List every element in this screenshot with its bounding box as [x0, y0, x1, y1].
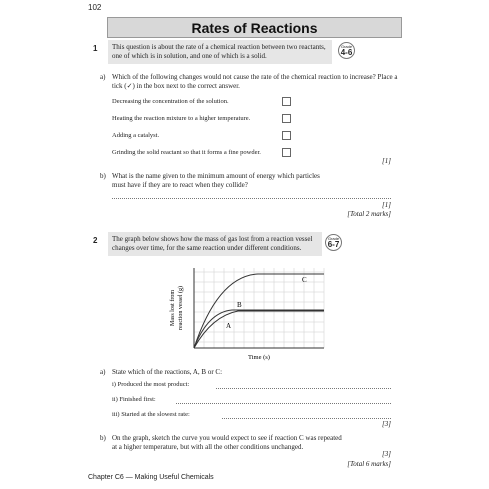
question-2-intro: The graph below shows how the mass of gas lost from a reaction vessel changes over time, for the same reaction under different conditions. — [108, 232, 322, 256]
tick-box-1[interactable] — [282, 97, 291, 106]
q1a-letter: a) — [100, 73, 106, 81]
q2a-marks: [3] — [382, 420, 391, 428]
q2a-item-2: ii) Finished first: — [112, 396, 156, 403]
tick-box-4[interactable] — [282, 148, 291, 157]
page-footer: Chapter C6 — Making Useful Chemicals — [88, 474, 214, 481]
q2-total-marks: [Total 6 marks] — [347, 460, 391, 468]
q1b-answer-line[interactable] — [112, 198, 391, 199]
q1a-option-2: Heating the reaction mixture to a higher temperature. — [112, 115, 251, 122]
q2b-text: On the graph, sketch the curve you would expect to see if reaction C was repeated at a higher temperature, but with all the other conditions unchanged. — [112, 434, 342, 451]
grade-value: 6-7 — [327, 240, 340, 249]
q1a-option-1: Decreasing the concentration of the solution. — [112, 98, 229, 105]
q2a-answer-line-3[interactable] — [222, 418, 391, 419]
grade-badge-q2 — [325, 234, 342, 251]
q2b-letter: b) — [100, 434, 106, 442]
tick-box-2[interactable] — [282, 114, 291, 123]
question-2-number: 2 — [93, 236, 98, 245]
q1a-text: Which of the following changes would not cause the rate of the chemical reaction to increase? Place a tick (✓) in the box next to the correct answer. — [112, 73, 398, 90]
curve-label-a: A — [226, 322, 232, 330]
x-axis-label: Time (s) — [248, 354, 270, 361]
q2a-letter: a) — [100, 368, 106, 376]
q1b-text: What is the name given to the minimum amount of energy which particles must have if they are to react when they collide? — [112, 172, 320, 189]
grade-label: Grade — [340, 44, 353, 49]
q1a-option-4: Grinding the solid reactant so that it forms a fine powder. — [112, 149, 261, 156]
curve-label-b: B — [237, 301, 242, 309]
y-axis-label-line-2: reaction vessel (g) — [178, 286, 184, 330]
q2a-text: State which of the reactions, A, B or C: — [112, 368, 223, 376]
page-number: 102 — [88, 3, 102, 12]
page-title: Rates of Reactions — [107, 17, 402, 38]
q2b-marks: [3] — [382, 450, 391, 458]
q1-total-marks: [Total 2 marks] — [347, 210, 391, 218]
grade-badge-q1 — [338, 42, 355, 59]
q2a-answer-line-1[interactable] — [216, 388, 391, 389]
grade-value: 4-6 — [340, 48, 353, 57]
reaction-graph[interactable] — [160, 262, 330, 364]
q1a-option-3: Adding a catalyst. — [112, 132, 160, 139]
curve-b — [194, 310, 324, 348]
q1a-marks: [1] — [382, 157, 391, 165]
q2a-item-3: iii) Started at the slowest rate: — [112, 411, 190, 418]
y-axis-label-line-1: Mass lost from — [170, 290, 176, 326]
q1b-marks: [1] — [382, 201, 391, 209]
question-1-number: 1 — [93, 44, 98, 53]
question-1-intro: This question is about the rate of a chemical reaction between two reactants, one of which is in solution, and one of which is a solid. — [108, 40, 332, 64]
grade-label: Grade — [327, 236, 340, 241]
q1b-letter: b) — [100, 172, 106, 180]
curve-label-c: C — [302, 276, 307, 284]
q2a-answer-line-2[interactable] — [176, 403, 391, 404]
tick-box-3[interactable] — [282, 131, 291, 140]
q2a-item-1: i) Produced the most product: — [112, 381, 190, 388]
curve-a — [194, 311, 324, 348]
